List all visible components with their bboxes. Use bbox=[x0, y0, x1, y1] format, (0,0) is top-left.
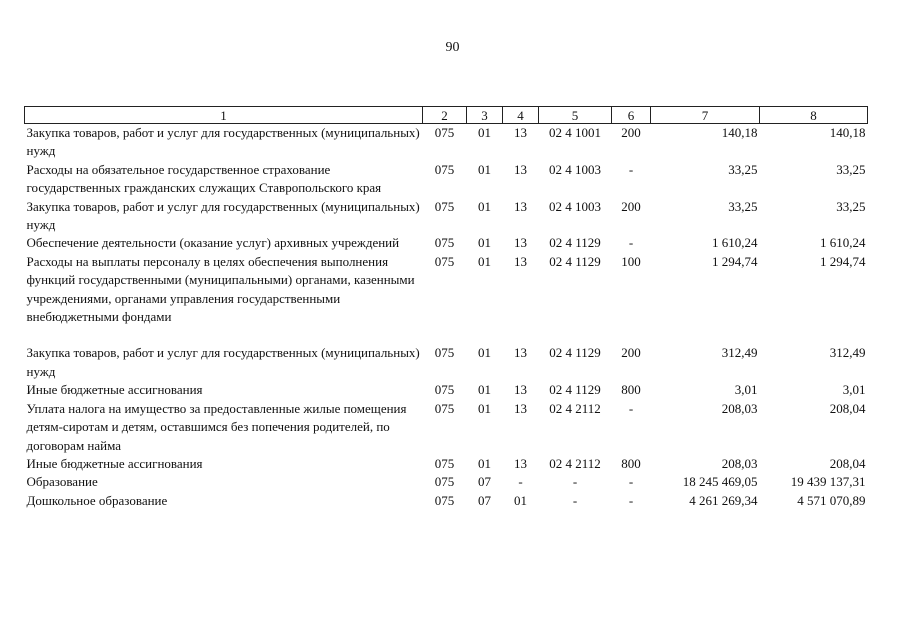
row-rz: 01 bbox=[478, 345, 491, 361]
row-rz: 01 bbox=[478, 400, 491, 416]
row-pr: 13 bbox=[514, 455, 527, 471]
row-rz: 07 bbox=[478, 492, 491, 508]
table-row bbox=[25, 492, 868, 510]
row-csr: 02 4 1003 bbox=[549, 198, 601, 214]
header-row bbox=[25, 107, 868, 124]
row-vr: 100 bbox=[621, 253, 641, 269]
row-sum-1: 33,25 bbox=[728, 161, 758, 177]
row-name: Дошкольное образование bbox=[26, 492, 168, 508]
row-csr: 02 4 2112 bbox=[549, 400, 601, 416]
row-ved: 075 bbox=[434, 400, 455, 416]
row-vr: 200 bbox=[621, 198, 641, 214]
row-csr: 02 4 1003 bbox=[549, 161, 601, 177]
row-pr: - bbox=[518, 474, 523, 490]
table-row bbox=[25, 473, 868, 491]
row-pr: 13 bbox=[514, 400, 527, 416]
row-rz: 07 bbox=[478, 474, 491, 490]
table-row bbox=[25, 253, 868, 327]
row-name: Обеспечение деятельности (оказание услуг) архивных учреждений bbox=[26, 235, 400, 251]
row-sum-1: 208,03 bbox=[721, 455, 758, 471]
row-sum-2: 33,25 bbox=[836, 161, 866, 177]
row-name: Расходы на выплаты персоналу в целях обеспечения выполнения функций государственными (муниципальными) органами, казенными учреждениями, органами управления государственными внебюджетными фондами bbox=[26, 253, 415, 325]
row-ved: 075 bbox=[434, 455, 455, 471]
table-row bbox=[25, 455, 868, 473]
row-vr: 800 bbox=[621, 382, 641, 398]
row-rz: 01 bbox=[478, 455, 491, 471]
budget-table bbox=[24, 106, 868, 510]
row-name: Уплата налога на имущество за предоставленные жилые помещения детям-сиротам и детям, оставшимся без попечения родителей, по договорам найма bbox=[26, 400, 407, 453]
row-pr: 13 bbox=[514, 235, 527, 251]
row-vr: 200 bbox=[621, 125, 641, 140]
row-ved: 075 bbox=[434, 474, 455, 490]
row-pr: 13 bbox=[514, 382, 527, 398]
row-pr: 13 bbox=[514, 161, 527, 177]
row-sum-2: 1 610,24 bbox=[820, 235, 866, 251]
page-number: 90 bbox=[445, 40, 460, 55]
row-ved: 075 bbox=[434, 198, 455, 214]
row-sum-1: 18 245 469,05 bbox=[682, 474, 758, 490]
column-header: 7 bbox=[651, 107, 760, 124]
row-rz: 01 bbox=[478, 253, 491, 269]
row-vr: - bbox=[628, 400, 634, 416]
column-header: 3 bbox=[467, 107, 503, 124]
table-row bbox=[25, 234, 868, 252]
column-header: 6 bbox=[612, 107, 651, 124]
table-row bbox=[25, 161, 868, 198]
column-header: 8 bbox=[760, 107, 868, 124]
row-pr: 13 bbox=[514, 345, 527, 361]
row-pr: 01 bbox=[514, 492, 527, 508]
row-name: Образование bbox=[26, 474, 98, 490]
row-name: Иные бюджетные ассигнования bbox=[26, 382, 203, 398]
row-sum-2: 140,18 bbox=[829, 125, 866, 140]
row-vr: - bbox=[628, 235, 634, 251]
row-ved: 075 bbox=[434, 382, 455, 398]
row-ved: 075 bbox=[434, 492, 455, 508]
row-name: Расходы на обязательное государственное страхование государственных гражданских служащих Ставропольского края bbox=[26, 161, 382, 196]
spacer-row bbox=[25, 326, 868, 344]
row-ved: 075 bbox=[434, 235, 455, 251]
row-ved: 075 bbox=[434, 345, 455, 361]
column-header: 5 bbox=[539, 107, 612, 124]
row-sum-2: 1 294,74 bbox=[820, 253, 866, 269]
row-ved: 075 bbox=[434, 125, 455, 140]
row-name: Иные бюджетные ассигнования bbox=[26, 455, 203, 471]
row-name: Закупка товаров, работ и услуг для государственных (муниципальных) нужд bbox=[26, 198, 420, 233]
row-csr: 02 4 1129 bbox=[549, 253, 601, 269]
row-sum-1: 3,01 bbox=[734, 382, 758, 398]
row-rz: 01 bbox=[478, 382, 491, 398]
table-row bbox=[25, 344, 868, 381]
table-row bbox=[25, 381, 868, 399]
row-sum-1: 140,18 bbox=[721, 125, 758, 140]
row-csr: 02 4 1129 bbox=[549, 345, 601, 361]
column-header: 2 bbox=[423, 107, 467, 124]
row-csr: 02 4 2112 bbox=[549, 455, 601, 471]
row-pr: 13 bbox=[514, 198, 527, 214]
row-rz: 01 bbox=[478, 161, 491, 177]
row-sum-2: 208,04 bbox=[829, 400, 866, 416]
row-vr: - bbox=[628, 474, 634, 490]
row-csr: - bbox=[572, 474, 578, 490]
table-row bbox=[25, 124, 868, 161]
table-row bbox=[25, 198, 868, 235]
row-pr: 13 bbox=[514, 253, 527, 269]
row-sum-1: 1 294,74 bbox=[712, 253, 758, 269]
row-sum-1: 33,25 bbox=[728, 198, 758, 214]
row-rz: 01 bbox=[478, 198, 491, 214]
row-ved: 075 bbox=[434, 253, 455, 269]
row-csr: 02 4 1129 bbox=[549, 235, 601, 251]
row-csr: 02 4 1001 bbox=[549, 125, 601, 140]
row-vr: - bbox=[628, 161, 634, 177]
table-row bbox=[25, 400, 868, 455]
row-sum-2: 208,04 bbox=[829, 455, 866, 471]
row-sum-1: 4 261 269,34 bbox=[689, 492, 758, 508]
row-sum-2: 19 439 137,31 bbox=[790, 474, 866, 490]
row-sum-2: 3,01 bbox=[842, 382, 866, 398]
row-rz: 01 bbox=[478, 125, 491, 140]
row-name: Закупка товаров, работ и услуг для государственных (муниципальных) нужд bbox=[26, 125, 420, 159]
row-name: Закупка товаров, работ и услуг для государственных (муниципальных) нужд bbox=[26, 345, 420, 379]
row-csr: 02 4 1129 bbox=[549, 382, 601, 398]
row-rz: 01 bbox=[478, 235, 491, 251]
column-header: 1 bbox=[25, 107, 423, 124]
row-sum-2: 33,25 bbox=[836, 198, 866, 214]
row-sum-2: 4 571 070,89 bbox=[797, 492, 866, 508]
row-sum-1: 312,49 bbox=[721, 345, 758, 361]
row-vr: - bbox=[628, 492, 634, 508]
row-sum-1: 1 610,24 bbox=[712, 235, 758, 251]
row-sum-2: 312,49 bbox=[829, 345, 866, 361]
row-pr: 13 bbox=[514, 125, 527, 140]
row-vr: 800 bbox=[621, 455, 641, 471]
row-vr: 200 bbox=[621, 345, 641, 361]
row-sum-1: 208,03 bbox=[721, 400, 758, 416]
row-ved: 075 bbox=[434, 161, 455, 177]
column-header: 4 bbox=[503, 107, 539, 124]
row-csr: - bbox=[572, 492, 578, 508]
